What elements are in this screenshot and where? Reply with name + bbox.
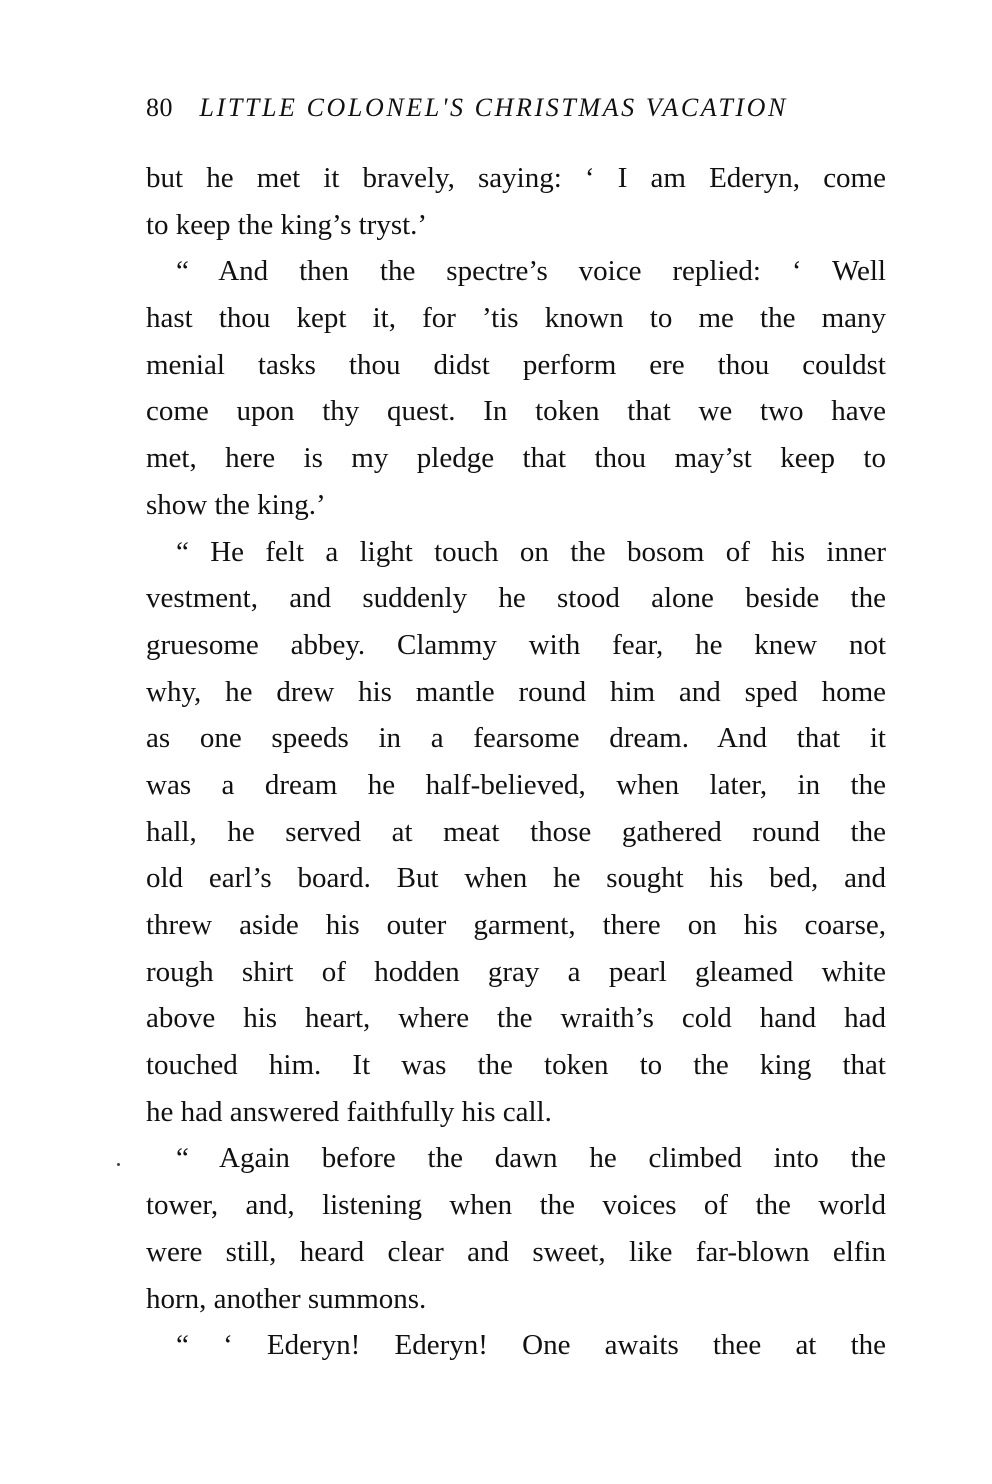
text-line: gruesome abbey. Clammy with fear, he knew not: [146, 628, 886, 661]
text-line: horn, another summons.: [146, 1282, 427, 1315]
text-line: touched him. It was the token to the king that: [146, 1049, 886, 1082]
text-line: hall, he served at meat those gathered round the: [146, 815, 886, 848]
body-text: [146, 155, 886, 1369]
text-line: menial tasks thou didst perform ere thou couldst: [146, 348, 886, 381]
paragraph-start-line: “ Again before the dawn he climbed into the: [176, 1142, 886, 1175]
print-speck: [117, 1163, 120, 1166]
text-line: show the king.’: [146, 488, 326, 521]
text-line: vestment, and suddenly he stood alone beside the: [146, 582, 886, 615]
text-line: above his heart, where the wraith’s cold hand had: [146, 1002, 886, 1035]
text-line: was a dream he half-believed, when later, in the: [146, 768, 886, 801]
text-line: why, he drew his mantle round him and sped home: [146, 675, 886, 708]
text-line: he had answered faithfully his call.: [146, 1095, 552, 1128]
text-line: rough shirt of hodden gray a pearl gleamed white: [146, 955, 886, 988]
text-line: old earl’s board. But when he sought his bed, and: [146, 862, 886, 895]
text-line: threw aside his outer garment, there on his coarse,: [146, 909, 886, 941]
text-line: but he met it bravely, saying: ‘ I am Ederyn, come: [146, 162, 886, 194]
running-title: LITTLE COLONEL'S CHRISTMAS VACATION: [199, 93, 788, 122]
text-line: were still, heard clear and sweet, like far-blown elfin: [146, 1235, 886, 1268]
paragraph-start-line: “ ‘ Ederyn! Ederyn! One awaits thee at the: [176, 1329, 886, 1362]
paragraph-start-line: “ And then the spectre’s voice replied: ‘ Well: [176, 255, 886, 288]
text-line: to keep the king’s tryst.’: [146, 208, 428, 241]
text-line: tower, and, listening when the voices of the world: [146, 1189, 886, 1222]
text-line: met, here is my pledge that thou may’st keep to: [146, 442, 886, 475]
text-line: as one speeds in a fearsome dream. And that it: [146, 722, 886, 755]
paragraph-start-line: “ He felt a light touch on the bosom of his inner: [176, 535, 886, 568]
page-number: 80: [146, 93, 173, 122]
text-line: hast thou kept it, for ’tis known to me the many: [146, 302, 886, 335]
running-header: [146, 88, 886, 128]
text-line: come upon thy quest. In token that we two have: [146, 395, 886, 428]
